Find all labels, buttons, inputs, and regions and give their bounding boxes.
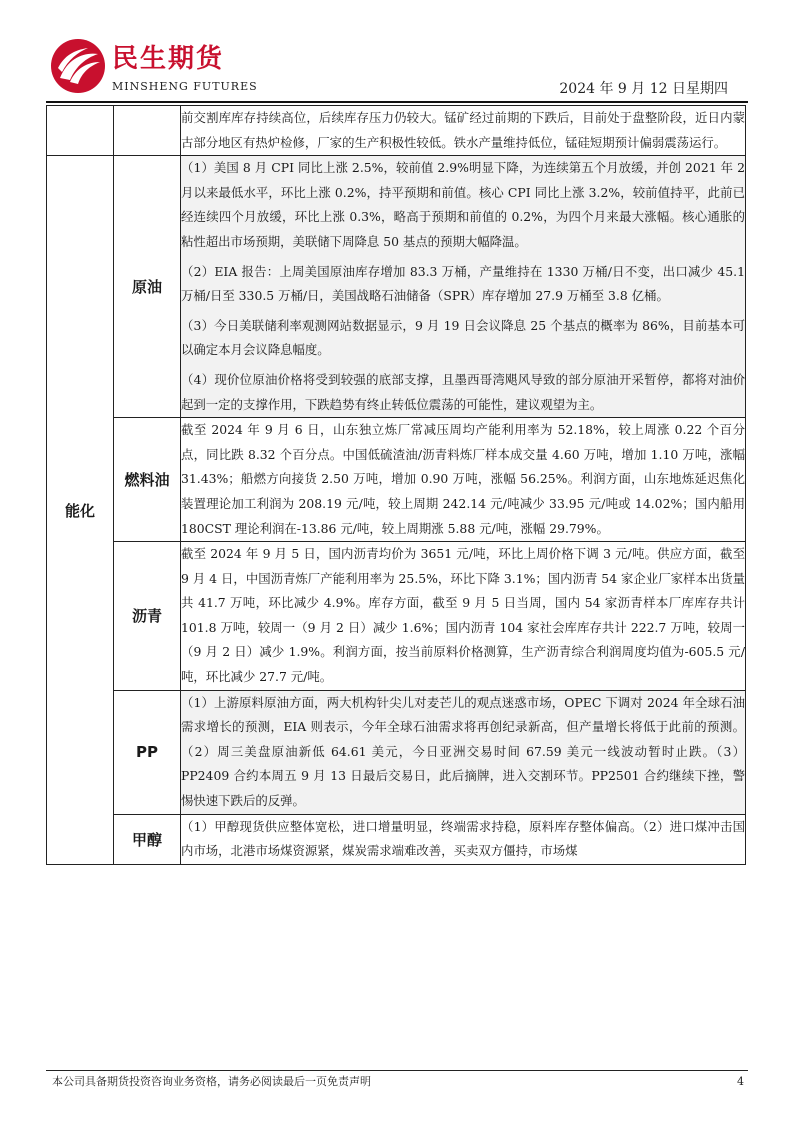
minsheng-logo-icon (50, 38, 106, 94)
content-cell-methanol (181, 814, 746, 864)
page-number: 4 (737, 1075, 744, 1088)
header-divider (46, 101, 748, 103)
category-cell-energy-chemical: 能化 (47, 156, 114, 865)
table-row (47, 156, 746, 418)
subcategory-cell-methanol: 甲醇 (114, 814, 181, 864)
content-cell-asphalt (181, 542, 746, 691)
brand-name: 民生期货 (112, 44, 225, 74)
content-cell (181, 106, 746, 156)
paragraph: （4）现价位原油价格将受到较强的底部支撑，且墨西哥湾飓风导致的部分原油开采暂停，都将对油价起到一定的支撑作用，下跌趋势有终止转低位震荡的可能性，建议观望为主。 (181, 371, 745, 412)
subcategory-cell-crude-oil: 原油 (114, 156, 181, 418)
paragraph: （1）美国 8 月 CPI 同比上涨 2.5%，较前值 2.9%明显下降，为连续第五个月放缓，并创 2021 年 2 月以来最低水平，环比上涨 0.2%，持平预期和前值。核心 CPI 同比上涨 3.2%，较前值持平，此前已经连续四个月放缓，环比上涨 0.3%，略高于预期和前值的 0.2%，为四个月来最大涨幅。核心通胀的粘性超出市场预期，美联储下周降息 50 基点的预期大幅降温。 (181, 160, 745, 249)
subcategory-cell-fuel-oil: 燃料油 (114, 418, 181, 542)
report-date: 2024 年 9 月 12 日星期四 (559, 81, 728, 97)
paragraph: （1）甲醇现货供应整体宽松，进口增量明显，终端需求持稳，原料库存整体偏高。（2）进口煤冲击国内市场，北港市场煤资源紧，煤炭需求端难改善，买卖双方僵持，市场煤 (181, 818, 745, 859)
footer-divider (46, 1070, 748, 1071)
paragraph: （1）上游原料原油方面，两大机构针尖儿对麦芒儿的观点迷惑市场，OPEC 下调对 2024 年全球石油需求增长的预测，EIA 则表示，今年全球石油需求将再创纪录新高，但产量增长将低于此前的预测。（2）周三美盘原油新低 64.61 美元，今日亚洲交易时间 67.59 美元一线波动暂时止跌。（3）PP2409 合约本周五 9 月 13 日最后交易日，此后摘牌，进入交割环节。PP2501 合约继续下挫，警惕快速下跌后的反弹。 (181, 694, 745, 809)
paragraph: 截至 2024 年 9 月 6 日，山东独立炼厂常减压周均产能利用率为 52.18%，较上周涨 0.22 个百分点，同比跌 8.32 个百分点。中国低硫渣油/沥青料炼厂样本成交量 4.60 万吨，增加 1.10 万吨，涨幅 31.43%；船燃方向接货 2.50 万吨，增加 0.90 万吨，涨幅 56.25%。利润方面，山东地炼延迟焦化装置理论加工利润为 208.19 元/吨，较上周期 242.14 元/吨减少 33.95 元/吨或 14.02%；国内船用 180CST 理论利润在-13.86 元/吨，较上周期涨 5.88 元/吨，涨幅 29.79%。 (181, 422, 745, 536)
subcategory-cell (114, 106, 181, 156)
category-cell (47, 106, 114, 156)
content-cell-fuel-oil (181, 418, 746, 542)
brand-name-en: MINSHENG FUTURES (112, 80, 258, 93)
content-cell-pp (181, 690, 746, 814)
paragraph: （3）今日美联储利率观测网站数据显示，9 月 19 日会议降息 25 个基点的概率为 86%，目前基本可以确定本月会议降息幅度。 (181, 317, 745, 358)
table-row (47, 106, 746, 156)
paragraph: （2）EIA 报告：上周美国原油库存增加 83.3 万桶，产量维持在 1330 万桶/日不变，出口减少 45.1 万桶/日至 330.5 万桶/日，美国战略石油储备（SPR）库存增加 27.9 万桶至 3.8 亿桶。 (181, 263, 745, 304)
subcategory-cell-pp: PP (114, 690, 181, 814)
content-cell-crude-oil (181, 156, 746, 418)
page-header (0, 0, 794, 108)
footer-disclaimer: 本公司具备期货投资咨询业务资格，请务必阅读最后一页免责声明 (52, 1075, 371, 1088)
subcategory-cell-asphalt: 沥青 (114, 542, 181, 691)
table-row (47, 418, 746, 542)
paragraph: 前交割库库存持续高位，后续库存压力仍较大。锰矿经过前期的下跌后，目前处于盘整阶段，近日内蒙古部分地区有热炉检修，厂家的生产积极性较低。铁水产量维持低位，锰硅短期预计偏弱震荡运行。 (181, 110, 745, 150)
commodity-table (46, 105, 746, 865)
table-row (47, 814, 746, 864)
table-row (47, 542, 746, 691)
paragraph: 截至 2024 年 9 月 5 日，国内沥青均价为 3651 元/吨，环比上周价格下调 3 元/吨。供应方面，截至 9 月 4 日，中国沥青炼厂产能利用率为 25.5%，环比下降 3.1%；国内沥青 54 家企业厂家样本出货量共 41.7 万吨，环比减少 4.9%。库存方面，截至 9 月 5 日当周，国内 54 家沥青样本厂库库存共计 101.8 万吨，较周一（9 月 2 日）减少 1.6%；国内沥青 104 家社会库库存共计 222.7 万吨，较周一（9 月 2 日）减少 1.9%。利润方面，按当前原料价格测算，生产沥青综合利润周度均值为-605.5 元/吨，环比减少 27.7 元/吨。 (181, 546, 745, 685)
table-row (47, 690, 746, 814)
